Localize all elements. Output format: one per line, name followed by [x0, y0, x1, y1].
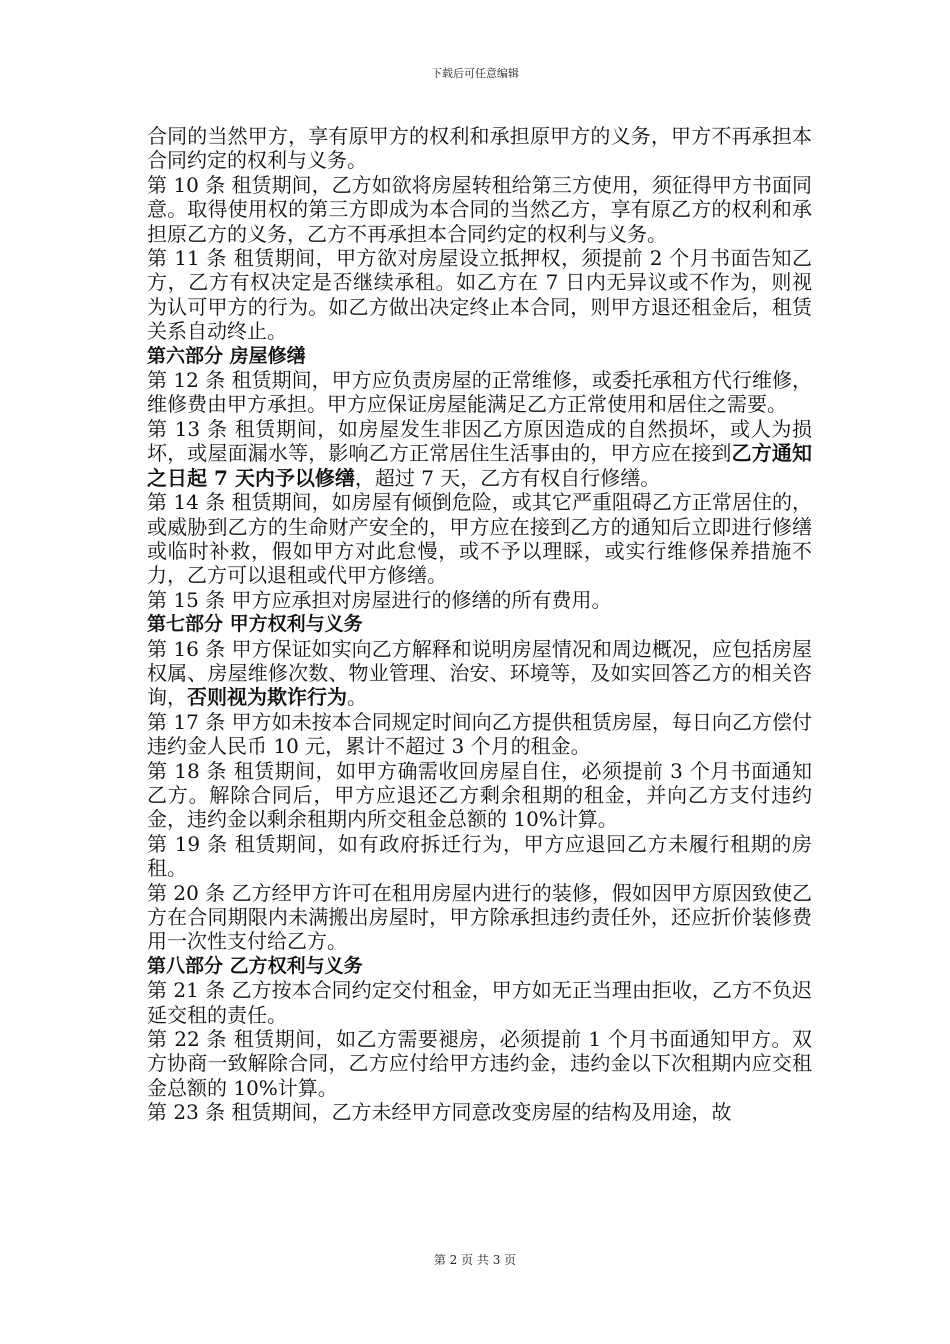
paragraph: 合同的当然甲方，享有原甲方的权利和承担原甲方的义务，甲方不再承担本合同约定的权利与义务。 [147, 124, 812, 173]
article-13-bold: 乙方通知之日起 7 天内予以修缮 [147, 441, 812, 490]
article-16-tail: 。 [347, 685, 367, 710]
article-10: 第 10 条 租赁期间，乙方如欲将房屋转租给第三方使用，须征得甲方书面同意。取得使用权的第三方即成为本合同的当然乙方，享有原乙方的权利和承担原乙方的义务，乙方不再承担本合同约定的权利与义务。 [147, 172, 812, 246]
article-22: 第 22 条 租赁期间，如乙方需要褪房，必须提前 1 个月书面通知甲方。双方协商一致解除合同，乙方应付给甲方违约金，违约金以下次租期内应交租金总额的 10%计算。 [147, 1027, 812, 1100]
article-15: 第 15 条 甲方应承担对房屋进行的修缮的所有费用。 [147, 587, 612, 612]
page-footer: 第 2 页 共 3 页 [433, 1253, 517, 1267]
article-14: 第 14 条 租赁期间，如房屋有倾倒危险，或其它严重阻碍乙方正常居住的，或威胁到乙方的生命财产安全的，甲方应在接到乙方的通知后立即进行修缮或临时补救，假如甲方对此怠慢，或不予以理睬，或实行维修保养措施不力，乙方可以退租或代甲方修缮。 [147, 490, 812, 588]
article-16-bold: 否则视为欺诈行为 [187, 685, 347, 710]
page-header: 下载后可任意编辑 [431, 67, 519, 80]
article-16 [147, 637, 812, 710]
article-19: 第 19 条 租赁期间，如有政府拆迁行为，甲方应退回乙方未履行租期的房租。 [147, 831, 812, 881]
article-21: 第 21 条 乙方按本合同约定交付租金，甲方如无正当理由拒收，乙方不负迟延交租的责任。 [147, 978, 812, 1027]
document-body [147, 124, 812, 1125]
article-16-text: 第 16 条 甲方保证如实向乙方解释和说明房屋情况和周边概况，应包括房屋权属、房屋维修次数、物业管理、治安、环境等，及如实回答乙方的相关咨询， [147, 636, 812, 710]
article-13 [147, 417, 812, 490]
article-11: 第 11 条 租赁期间，甲方欲对房屋设立抵押权，须提前 2 个月书面告知乙方，乙方有权决定是否继续承租。如乙方在 7 日内无异议或不作为，则视为认可甲方的行为。如乙方做出决定终止本合同，则甲方退还租金后，租赁关系自动终止。 [147, 246, 812, 344]
article-13-text: 第 13 条 租赁期间，如房屋发生非因乙方原因造成的自然损坏，或人为损坏，或屋面漏水等，影响乙方正常居住生活事由的，甲方应在接到 [147, 416, 812, 466]
article-20: 第 20 条 乙方经甲方许可在租用房屋内进行的装修，假如因甲方原因致使乙方在合同期限内未满搬出房屋时，甲方除承担违约责任外，还应折价装修费用一次性支付给乙方。 [147, 880, 812, 954]
article-18: 第 18 条 租赁期间，如甲方确需收回房屋自住，必须提前 3 个月书面通知乙方。解除合同后，甲方应退还乙方剩余租期的租金，并向乙方支付违约金，违约金以剩余租期内所交租金总额的 10%计算。 [147, 758, 812, 832]
section-heading-6: 第六部分 房屋修缮 [147, 344, 306, 367]
article-12: 第 12 条 租赁期间，甲方应负责房屋的正常维修，或委托承租方代行维修，维修费由甲方承担。甲方应保证房屋能满足乙方正常使用和居住之需要。 [147, 368, 812, 417]
section-heading-7: 第七部分 甲方权利与义务 [147, 613, 363, 636]
article-13-tail: ，超过 7 天，乙方有权自行修缮。 [354, 465, 661, 490]
section-heading-8: 第八部分 乙方权利与义务 [147, 954, 363, 977]
article-17: 第 17 条 甲方如未按本合同规定时间向乙方提供租赁房屋，每日向乙方偿付违约金人民币 10 元，累计不超过 3 个月的租金。 [147, 709, 812, 759]
article-23: 第 23 条 租赁期间，乙方未经甲方同意改变房屋的结构及用途，故 [147, 1100, 732, 1125]
